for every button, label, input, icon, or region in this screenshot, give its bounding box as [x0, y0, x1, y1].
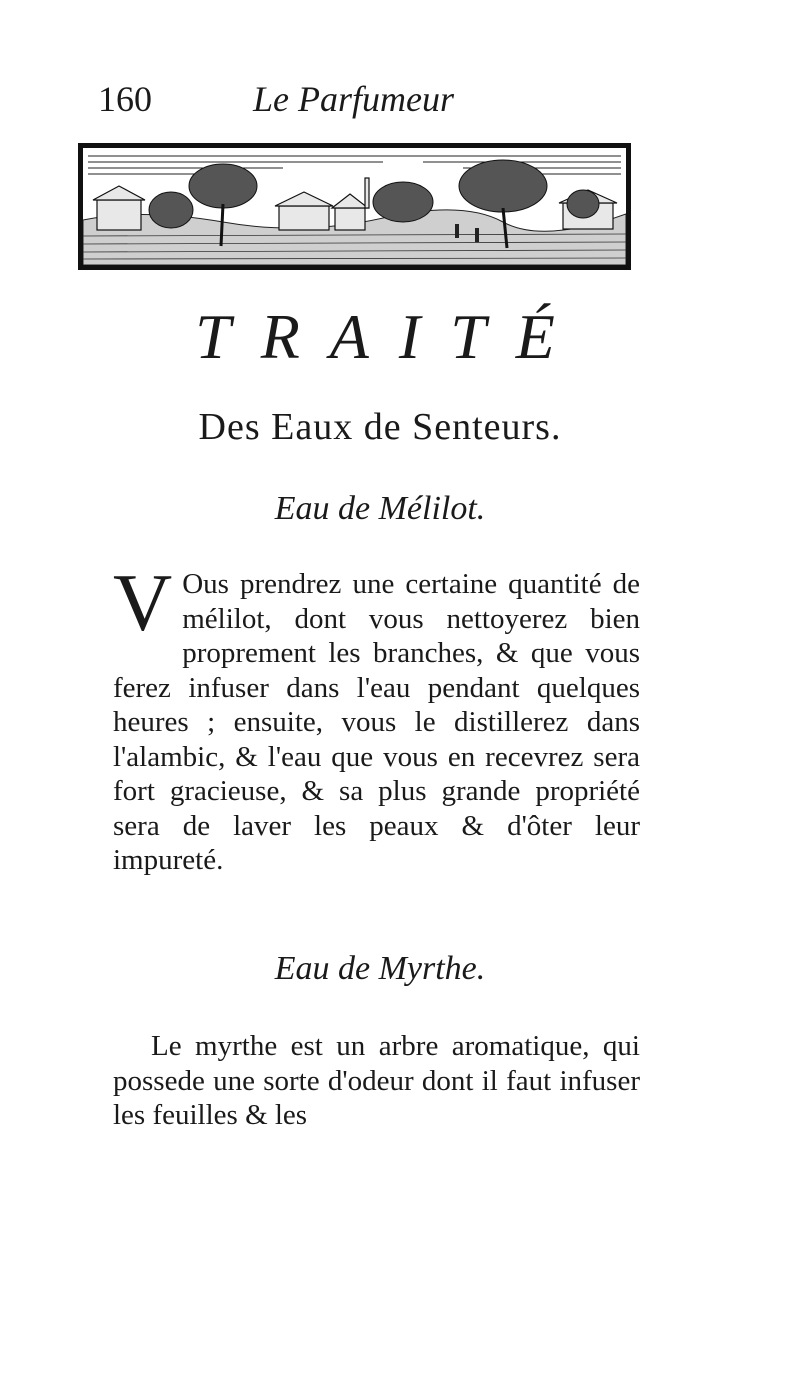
treatise-subtitle: Des Eaux de Senteurs. — [198, 406, 562, 448]
running-title: Le Parfumeur — [253, 79, 454, 119]
paragraph-melilot — [113, 557, 640, 878]
section-heading-melilot: Eau de Mélilot. — [274, 490, 486, 527]
drop-cap: V — [113, 557, 173, 648]
landscape-engraving-icon — [83, 148, 626, 265]
page-number: 160 — [98, 79, 152, 119]
treatise-title: TRAITÉ — [195, 301, 585, 372]
running-head — [98, 78, 658, 128]
paragraph-melilot-text: Ous prendrez une certaine quantité de mélilot, dont vous nettoyerez bien proprement les branches, & que vous ferez infuser dans l'eau pendant quelques heures ; ensuite, vous le distillerez dans l'alambic, & l'eau que vous en recevrez sera fort gracieuse, & sa plus grande propriété sera de laver les peaux & d'ôter leur impureté. — [113, 568, 640, 876]
section-heading-myrthe: Eau de Myrthe. — [274, 950, 486, 987]
paragraph-myrthe: Le myrthe est un arbre aromatique, qui possede une sorte d'odeur dont il faut infuser les feuilles & les — [113, 1030, 640, 1131]
landscape-vignette — [78, 143, 631, 270]
